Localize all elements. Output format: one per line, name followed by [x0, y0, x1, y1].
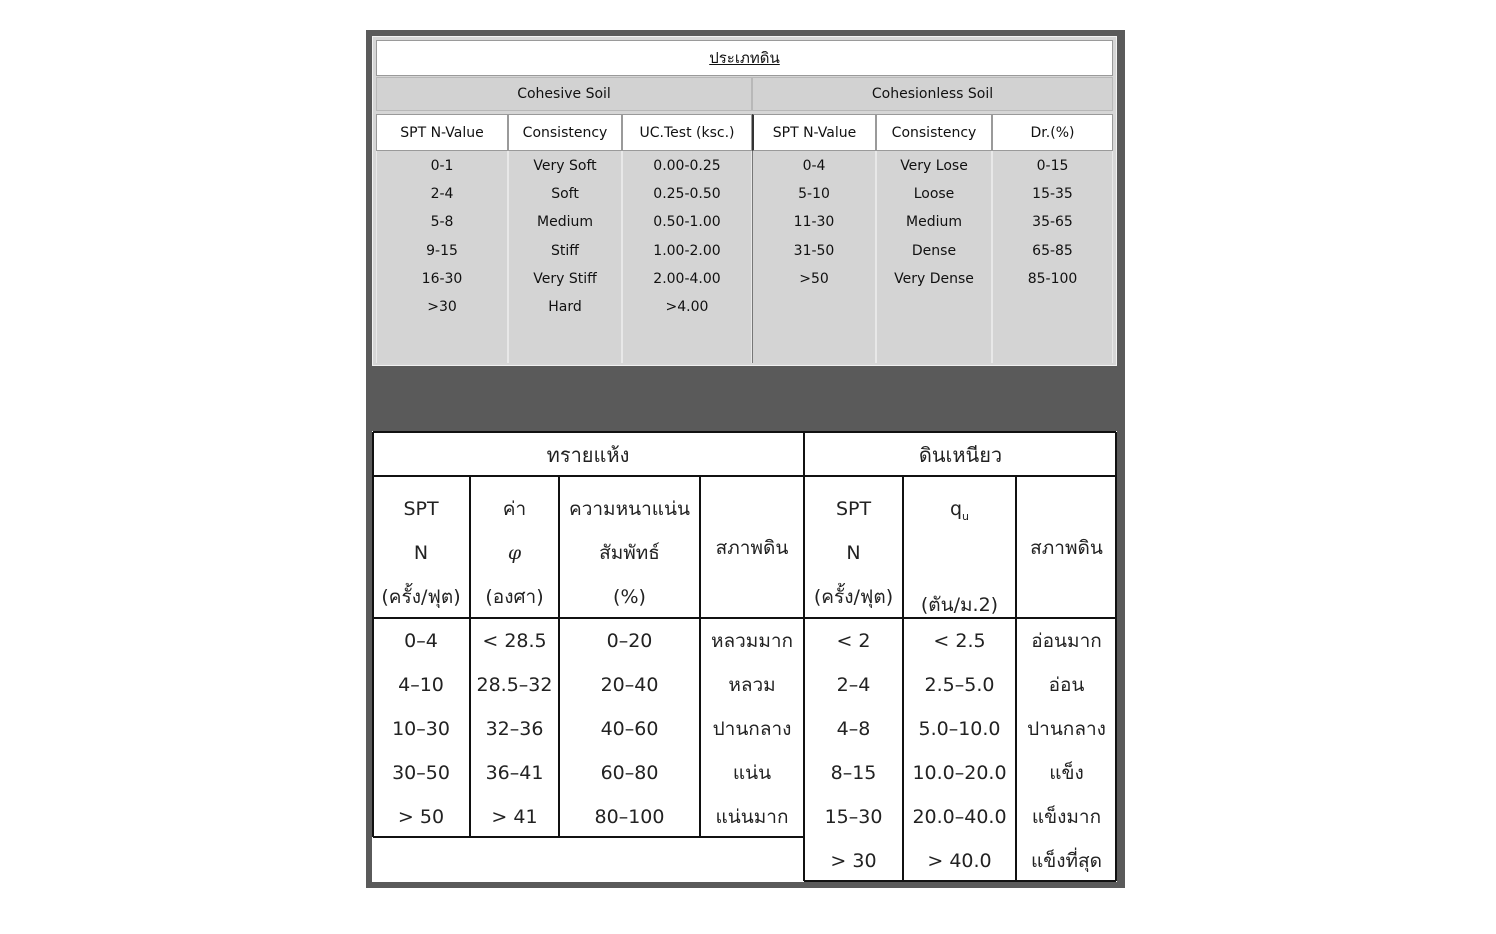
- header-line: SPT: [403, 498, 439, 520]
- clay-qu-column: [903, 619, 1016, 883]
- table-cell: หลวมมาก: [710, 630, 794, 652]
- table-cell: Very Stiff: [533, 270, 597, 287]
- table-cell: > 30: [830, 850, 877, 872]
- cohesionless-dr-column: [992, 151, 1113, 363]
- clay-spt-header: [804, 487, 903, 619]
- table-cell: แน่น: [732, 762, 772, 784]
- table-cell: 65-85: [1032, 242, 1073, 259]
- table-cell: Hard: [548, 299, 582, 316]
- table-cell: Medium: [906, 214, 962, 231]
- table-cell: 8–15: [830, 762, 877, 784]
- table-cell: 15-35: [1032, 186, 1073, 203]
- header-line: สัมพัทธ์: [599, 542, 660, 564]
- table-cell: 16-30: [421, 270, 463, 287]
- table-cell: 0–4: [404, 630, 438, 652]
- table-cell: 20.0–40.0: [912, 806, 1007, 828]
- clay-group-header: ดินเหนียว: [918, 442, 1003, 467]
- col-header-consistency-cohesionless: Consistency: [876, 114, 992, 151]
- sand-density-header: [559, 487, 700, 619]
- clay-state-header: สภาพดิน: [1030, 536, 1103, 559]
- table-cell: 20–40: [600, 674, 659, 696]
- table-cell: 2-4: [430, 186, 454, 203]
- table-cell: 11-30: [793, 214, 835, 231]
- cohesionless-consistency-column: [876, 151, 992, 363]
- header-line: [903, 539, 1016, 583]
- table-cell: 0-4: [802, 158, 826, 175]
- table-cell: แข็งมาก: [1031, 806, 1102, 828]
- table-cell: < 2.5: [933, 630, 986, 652]
- table-cell: 10–30: [392, 718, 450, 740]
- cohesive-consistency-column: [508, 151, 622, 363]
- table-cell: แข็ง: [1049, 762, 1084, 784]
- table-cell: 85-100: [1027, 270, 1078, 287]
- header-line: (ครั้ง/ฟุต): [813, 586, 894, 608]
- table-title: ประเภทดิน: [376, 40, 1113, 76]
- table-cell: 2–4: [836, 674, 871, 696]
- table-cell: Very Dense: [894, 270, 974, 287]
- table-cell: 0-1: [430, 158, 454, 175]
- table-cell: Very Soft: [533, 158, 597, 175]
- table-cell: 80–100: [594, 806, 665, 828]
- table-cell: 2.00-4.00: [653, 270, 721, 287]
- table-cell: > 40.0: [927, 850, 992, 872]
- table-cell: < 28.5: [482, 630, 547, 652]
- col-header-spt-cohesionless: SPT N-Value: [752, 114, 876, 151]
- table-cell: ปานกลาง: [1027, 718, 1106, 740]
- sand-phi-header: [470, 487, 559, 619]
- table-cell: >50: [799, 270, 829, 287]
- header-line: N: [413, 542, 429, 564]
- sand-spt-column: [372, 619, 470, 839]
- table-cell: 0.50-1.00: [653, 214, 721, 231]
- clay-state-column: [1016, 619, 1117, 883]
- col-header-uc-test: UC.Test (ksc.): [622, 114, 752, 151]
- table-cell: แข็งที่สุด: [1031, 850, 1102, 872]
- sand-state-column: [700, 619, 804, 839]
- table-cell: อ่อน: [1048, 674, 1085, 696]
- col-header-consistency-cohesive: Consistency: [508, 114, 622, 151]
- table-cell: Stiff: [551, 242, 579, 259]
- sand-state-header: สภาพดิน: [715, 536, 789, 559]
- table-cell: >30: [427, 299, 457, 316]
- table-cell: Dense: [911, 242, 957, 259]
- sand-spt-header: [372, 487, 470, 619]
- sand-group-header: ทรายแห้ง: [546, 442, 630, 467]
- sand-clay-table: [372, 431, 1117, 882]
- table-cell: ปานกลาง: [712, 718, 792, 740]
- table-cell: 35-65: [1032, 214, 1073, 231]
- table-cell: 0.00-0.25: [653, 158, 721, 175]
- clay-qu-header: [903, 487, 1016, 627]
- table-cell: 40–60: [600, 718, 659, 740]
- table-cell: < 2: [836, 630, 871, 652]
- table-cell: Soft: [551, 186, 579, 203]
- col-header-dr: Dr.(%): [992, 114, 1113, 151]
- table-cell: 15–30: [824, 806, 883, 828]
- table-cell: 2.5–5.0: [924, 674, 995, 696]
- table-cell: > 41: [491, 806, 538, 828]
- sand-density-column: [559, 619, 700, 839]
- table-cell: 1.00-2.00: [653, 242, 721, 259]
- header-line: (ตัน/ม.2): [920, 593, 999, 616]
- cohesive-uc-test-column: [622, 151, 752, 363]
- table-cell: 5.0–10.0: [918, 718, 1001, 740]
- table-cell: 31-50: [793, 242, 835, 259]
- header-line: (องศา): [485, 586, 544, 608]
- table-cell: 36–41: [485, 762, 544, 784]
- header-line: (ครั้ง/ฟุต): [381, 586, 461, 608]
- cohesionless-soil-header: Cohesionless Soil: [752, 77, 1113, 111]
- qu-main: q: [949, 498, 963, 520]
- table-cell: 0-15: [1036, 158, 1069, 175]
- clay-spt-column: [804, 619, 903, 883]
- header-line: N: [846, 542, 861, 564]
- table-cell: 4–8: [836, 718, 871, 740]
- soil-type-table: [372, 36, 1117, 366]
- table-cell: 9-15: [426, 242, 458, 259]
- table-cell: 5-8: [430, 214, 454, 231]
- table-cell: 30–50: [392, 762, 450, 784]
- table-cell: Loose: [913, 186, 955, 203]
- header-line: ค่า: [502, 498, 527, 520]
- table-cell: 10.0–20.0: [912, 762, 1007, 784]
- table-cell: 0–20: [606, 630, 653, 652]
- table-cell: Very Lose: [900, 158, 968, 175]
- header-line: ความหนาแน่น: [569, 498, 690, 520]
- table-cell: Medium: [537, 214, 593, 231]
- cohesionless-spt-column: [752, 151, 876, 363]
- cohesive-soil-header: Cohesive Soil: [376, 77, 752, 111]
- table-cell: 32–36: [485, 718, 544, 740]
- table-cell: 0.25-0.50: [653, 186, 721, 203]
- cohesive-spt-column: [376, 151, 508, 363]
- qu-subscript: u: [962, 509, 970, 523]
- table-cell: แน่นมาก: [715, 806, 789, 828]
- table-cell: อ่อนมาก: [1031, 630, 1102, 652]
- table-cell: > 50: [397, 806, 445, 828]
- qu-symbol: [903, 487, 1016, 539]
- phi-symbol: φ: [507, 542, 522, 564]
- sand-phi-column: [470, 619, 559, 839]
- table-cell: 4–10: [398, 674, 444, 696]
- table-cell: 28.5–32: [476, 674, 553, 696]
- table-cell: 60–80: [600, 762, 659, 784]
- header-line: (%): [613, 586, 646, 608]
- header-line: SPT: [835, 498, 872, 520]
- col-header-spt-cohesive: SPT N-Value: [376, 114, 508, 151]
- table-cell: >4.00: [665, 299, 709, 316]
- table-cell: 5-10: [798, 186, 830, 203]
- table-cell: หลวม: [728, 674, 776, 696]
